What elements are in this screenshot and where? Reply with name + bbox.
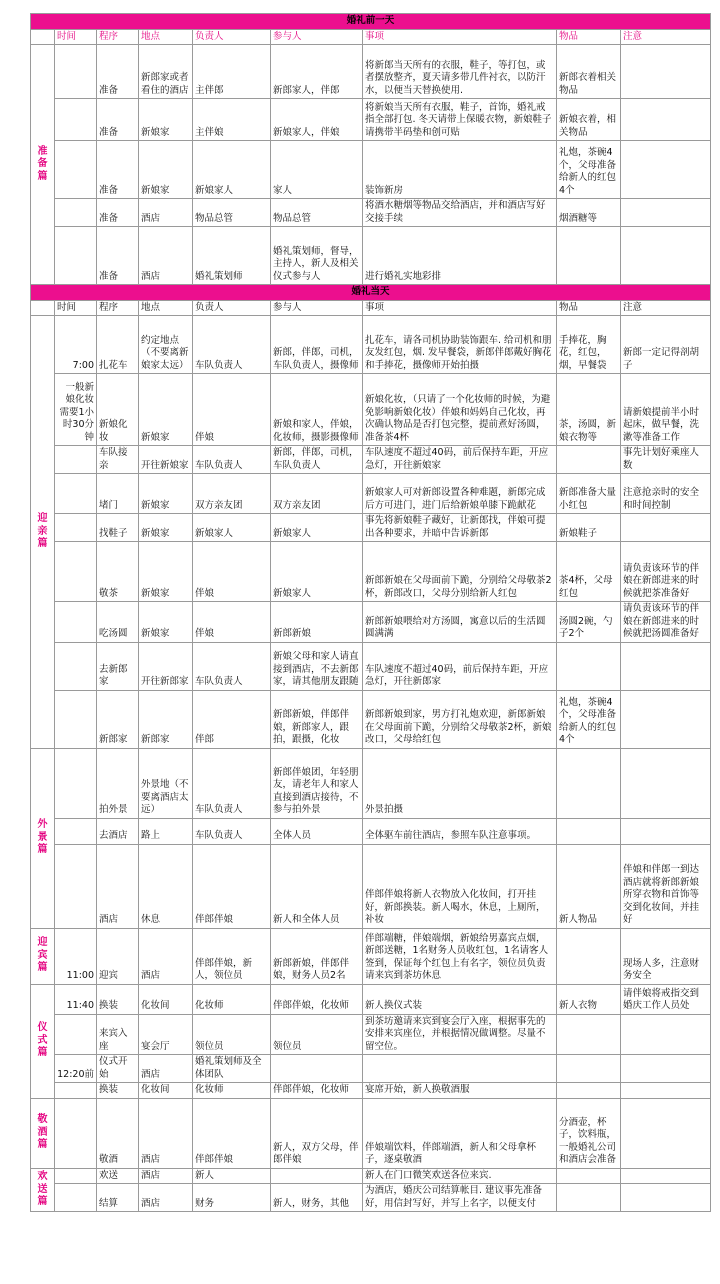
task-cell: 新郎新娘喂给对方汤圆，寓意以后的生活圆圆满满 — [363, 602, 557, 643]
task-cell: 伴郎伴娘将新人衣物放入化妆间，打开挂好，新郎换装。新人喝水，休息，上厕所，补妆 — [363, 844, 557, 928]
schedule-row — [31, 542, 711, 602]
place-cell: 外景地（不要离酒店太远） — [139, 748, 193, 818]
procedure-cell: 仪式开始 — [97, 1055, 139, 1083]
column-header: 地点 — [139, 300, 193, 316]
place-cell: 酒店 — [139, 928, 193, 984]
task-cell: 扎花车，请各司机协助装饰跟车. 给司机和朋友发红包，烟. 发早餐袋，新郎伴郎戴好胸花和手捧花，摄像师开始拍摄 — [363, 316, 557, 374]
task-cell: 车队速度不超过40码，前后保持车距，开应急灯，开往新郎家 — [363, 642, 557, 690]
participants-cell — [271, 1168, 363, 1184]
section-title-row — [31, 285, 711, 301]
note-cell: 请负责该环节的伴娘在新郎进来的时候就把汤圆准备好 — [621, 602, 711, 643]
section-label-text: 仪式篇 — [37, 1022, 48, 1059]
place-cell: 新娘家 — [139, 514, 193, 542]
time-cell — [55, 748, 97, 818]
task-cell: 新郎新娘到家，男方打礼炮欢迎，新郎新娘在父母面前下跪，分别给父母敬茶2杯，新娘改口，父母给红包 — [363, 690, 557, 748]
note-cell — [621, 748, 711, 818]
place-cell: 约定地点（不要离新娘家太远） — [139, 316, 193, 374]
schedule-row — [31, 99, 711, 141]
time-cell — [55, 141, 97, 199]
place-cell: 新娘家 — [139, 474, 193, 514]
goods-cell: 新人物品 — [557, 844, 621, 928]
procedure-cell: 准备 — [97, 45, 139, 99]
time-cell — [55, 45, 97, 99]
goods-cell — [557, 928, 621, 984]
time-cell: 12:20前 — [55, 1055, 97, 1083]
procedure-cell: 新娘化妆 — [97, 374, 139, 446]
owner-cell: 车队负责人 — [193, 642, 271, 690]
participants-cell: 新郎，伴郎，司机，车队负责人，摄像师 — [271, 316, 363, 374]
note-cell: 请伴娘将戒指交到婚庆工作人员处 — [621, 984, 711, 1014]
participants-cell: 新娘父母和家人请直接到酒店，不去新郎家，请其他朋友跟随 — [271, 642, 363, 690]
time-cell — [55, 542, 97, 602]
time-cell — [55, 844, 97, 928]
procedure-cell: 结算 — [97, 1184, 139, 1212]
column-header: 物品 — [557, 300, 621, 316]
column-header: 事项 — [363, 300, 557, 316]
goods-cell: 新娘衣着，相关物品 — [557, 99, 621, 141]
note-cell: 新郎一定记得剖胡子 — [621, 316, 711, 374]
task-cell: 外景拍摄 — [363, 748, 557, 818]
schedule-row — [31, 984, 711, 1014]
note-cell — [621, 514, 711, 542]
section-label-blank — [31, 300, 55, 316]
participants-cell: 新郎新娘 — [271, 602, 363, 643]
task-cell: 全体驱车前往酒店，参照车队注意事项。 — [363, 818, 557, 844]
section-title: 婚礼当天 — [31, 285, 711, 301]
note-cell: 请新娘提前半小时起床，做早餐，洗漱等准备工作 — [621, 374, 711, 446]
time-cell — [55, 642, 97, 690]
note-cell — [621, 1184, 711, 1212]
goods-cell: 礼炮，茶碗4个，父母准备给新人的红包4个 — [557, 690, 621, 748]
owner-cell: 伴郎伴娘 — [193, 844, 271, 928]
schedule-row — [31, 227, 711, 285]
note-cell: 现场人多，注意财务安全 — [621, 928, 711, 984]
place-cell: 新郎家 — [139, 690, 193, 748]
goods-cell — [557, 818, 621, 844]
note-cell — [621, 642, 711, 690]
schedule-row — [31, 928, 711, 984]
procedure-cell: 敬酒 — [97, 1098, 139, 1168]
time-cell — [55, 602, 97, 643]
section-label-text: 敬酒篇 — [37, 1114, 48, 1151]
procedure-cell: 车队接亲 — [97, 446, 139, 474]
participants-cell: 伴郎伴娘，化妆师 — [271, 1083, 363, 1099]
goods-cell — [557, 1055, 621, 1083]
task-cell: 新娘家人可对新郎设置各种难题，新郎完成后方可进门，进门后给新娘单膝下跪献花 — [363, 474, 557, 514]
goods-cell: 烟酒糖等 — [557, 199, 621, 227]
owner-cell: 伴娘 — [193, 542, 271, 602]
time-cell — [55, 514, 97, 542]
time-cell: 11:40 — [55, 984, 97, 1014]
note-cell — [621, 1168, 711, 1184]
note-cell: 注意抢亲时的安全和时间控制 — [621, 474, 711, 514]
participants-cell: 新人，财务，其他 — [271, 1184, 363, 1212]
owner-cell: 车队负责人 — [193, 446, 271, 474]
schedule-row — [31, 514, 711, 542]
column-header: 程序 — [97, 300, 139, 316]
time-cell — [55, 1014, 97, 1055]
note-cell: 事先计划好乘座人数 — [621, 446, 711, 474]
place-cell: 化妆间 — [139, 1083, 193, 1099]
wedding-schedule-table — [30, 13, 711, 1212]
note-cell — [621, 45, 711, 99]
schedule-row — [31, 45, 711, 99]
schedule-row — [31, 199, 711, 227]
place-cell: 酒店 — [139, 1098, 193, 1168]
schedule-row — [31, 602, 711, 643]
place-cell: 开往新娘家 — [139, 446, 193, 474]
task-cell — [363, 1055, 557, 1083]
task-cell: 将酒水糖烟等物品交给酒店，并和酒店写好交接手续 — [363, 199, 557, 227]
column-header: 负责人 — [193, 29, 271, 45]
time-cell — [55, 446, 97, 474]
section-label-blank — [31, 29, 55, 45]
column-header: 注意 — [621, 29, 711, 45]
goods-cell: 新郎准备大量小红包 — [557, 474, 621, 514]
goods-cell: 汤圆2碗，勺子2个 — [557, 602, 621, 643]
schedule-row — [31, 1098, 711, 1168]
place-cell: 新郎家或者看住的酒店 — [139, 45, 193, 99]
schedule-row — [31, 818, 711, 844]
procedure-cell: 去酒店 — [97, 818, 139, 844]
place-cell: 酒店 — [139, 1168, 193, 1184]
goods-cell: 手捧花，胸花，红包，烟，早餐袋 — [557, 316, 621, 374]
time-cell — [55, 1083, 97, 1099]
column-header-row — [31, 300, 711, 316]
owner-cell: 车队负责人 — [193, 748, 271, 818]
goods-cell: 茶，汤圆，新娘衣物等 — [557, 374, 621, 446]
owner-cell: 新人 — [193, 1168, 271, 1184]
participants-cell: 新郎新娘，伴郎伴娘，新郎家人，跟拍，跟摄，化妆 — [271, 690, 363, 748]
procedure-cell: 吃汤圆 — [97, 602, 139, 643]
schedule-row — [31, 316, 711, 374]
note-cell — [621, 1083, 711, 1099]
section-label-text: 外景篇 — [37, 819, 48, 856]
procedure-cell: 迎宾 — [97, 928, 139, 984]
owner-cell: 物品总管 — [193, 199, 271, 227]
place-cell: 新娘家 — [139, 602, 193, 643]
section-label-pickup — [31, 316, 55, 749]
schedule-row — [31, 1184, 711, 1212]
section-label-ceremony — [31, 984, 55, 1098]
place-cell: 宴会厅 — [139, 1014, 193, 1055]
task-cell: 新娘化妆，（只请了一个化妆师的时候，为避免影响新娘化妆）伴娘和妈妈自己化妆，再次确认物品是否打包完整，提前煮好汤圆，准备茶4杯 — [363, 374, 557, 446]
section-label-text: 迎宾篇 — [37, 937, 48, 974]
column-header: 地点 — [139, 29, 193, 45]
place-cell: 酒店 — [139, 1184, 193, 1212]
task-cell: 事先将新娘鞋子藏好，让新郎找，伴娘可提出各种要求，并暗中告诉新郎 — [363, 514, 557, 542]
owner-cell: 新娘家人 — [193, 514, 271, 542]
section-label-prep — [31, 45, 55, 285]
schedule-row — [31, 141, 711, 199]
task-cell: 新人在门口微笑欢送各位来宾. — [363, 1168, 557, 1184]
procedure-cell: 堵门 — [97, 474, 139, 514]
section-label-sendoff — [31, 1168, 55, 1212]
task-cell: 车队速度不超过40码，前后保持车距，开应急灯，开往新娘家 — [363, 446, 557, 474]
schedule-row — [31, 1083, 711, 1099]
note-cell — [621, 1098, 711, 1168]
time-cell — [55, 227, 97, 285]
time-cell: 11:00 — [55, 928, 97, 984]
participants-cell: 新郎伴娘团，年轻朋友，请老年人和家人直接到酒店接待，不参与拍外景 — [271, 748, 363, 818]
participants-cell: 全体人员 — [271, 818, 363, 844]
place-cell: 路上 — [139, 818, 193, 844]
procedure-cell: 欢送 — [97, 1168, 139, 1184]
participants-cell: 新郎家人，伴郎 — [271, 45, 363, 99]
place-cell: 新娘家 — [139, 141, 193, 199]
task-cell: 进行婚礼实地彩排 — [363, 227, 557, 285]
task-cell: 伴郎端糖，伴娘端烟，新娘给男嘉宾点烟，新郎送糖，1名财务人员收红包，1名请客人签到，保证每个红包上有名字，领位员负责请来宾到茶坊休息 — [363, 928, 557, 984]
procedure-cell: 准备 — [97, 199, 139, 227]
task-cell: 装饰新房 — [363, 141, 557, 199]
goods-cell: 分酒壶，杯子，饮料瓶，一般婚礼公司和酒店会准备 — [557, 1098, 621, 1168]
owner-cell: 主伴郎 — [193, 45, 271, 99]
time-cell — [55, 690, 97, 748]
participants-cell — [271, 1055, 363, 1083]
procedure-cell: 换装 — [97, 1083, 139, 1099]
schedule-row — [31, 474, 711, 514]
column-header: 时间 — [55, 29, 97, 45]
procedure-cell: 去新郎家 — [97, 642, 139, 690]
place-cell: 新娘家 — [139, 374, 193, 446]
time-cell — [55, 474, 97, 514]
owner-cell: 伴郎 — [193, 690, 271, 748]
time-cell — [55, 818, 97, 844]
owner-cell: 伴郎伴娘 — [193, 1098, 271, 1168]
goods-cell — [557, 227, 621, 285]
goods-cell: 新娘鞋子 — [557, 514, 621, 542]
owner-cell: 化妆师 — [193, 984, 271, 1014]
owner-cell: 双方亲友团 — [193, 474, 271, 514]
procedure-cell: 换装 — [97, 984, 139, 1014]
task-cell: 宴席开始，新人换敬酒服 — [363, 1083, 557, 1099]
participants-cell: 物品总管 — [271, 199, 363, 227]
procedure-cell: 准备 — [97, 99, 139, 141]
column-header: 事项 — [363, 29, 557, 45]
column-header: 物品 — [557, 29, 621, 45]
note-cell — [621, 227, 711, 285]
owner-cell: 化妆师 — [193, 1083, 271, 1099]
participants-cell: 新娘和家人，伴娘，化妆师，摄影摄像师 — [271, 374, 363, 446]
owner-cell: 伴娘 — [193, 602, 271, 643]
owner-cell: 伴郎伴娘，新人，领位员 — [193, 928, 271, 984]
participants-cell: 双方亲友团 — [271, 474, 363, 514]
column-header: 注意 — [621, 300, 711, 316]
schedule-row — [31, 1014, 711, 1055]
schedule-row — [31, 1168, 711, 1184]
schedule-row — [31, 690, 711, 748]
goods-cell — [557, 1014, 621, 1055]
schedule-row — [31, 642, 711, 690]
owner-cell: 车队负责人 — [193, 316, 271, 374]
schedule-row — [31, 748, 711, 818]
time-cell — [55, 1184, 97, 1212]
note-cell — [621, 1014, 711, 1055]
place-cell: 酒店 — [139, 227, 193, 285]
procedure-cell: 酒店 — [97, 844, 139, 928]
participants-cell: 新郎，伴郎，司机，车队负责人 — [271, 446, 363, 474]
section-title-row — [31, 14, 711, 30]
column-header: 参与人 — [271, 300, 363, 316]
note-cell — [621, 99, 711, 141]
procedure-cell: 来宾入座 — [97, 1014, 139, 1055]
participants-cell: 新人和全体人员 — [271, 844, 363, 928]
goods-cell: 礼炮，茶碗4个，父母准备给新人的红包4个 — [557, 141, 621, 199]
column-header-row — [31, 29, 711, 45]
goods-cell — [557, 1083, 621, 1099]
participants-cell: 新郎新娘，伴郎伴娘，财务人员2名 — [271, 928, 363, 984]
procedure-cell: 找鞋子 — [97, 514, 139, 542]
owner-cell: 财务 — [193, 1184, 271, 1212]
goods-cell: 新郎衣着相关物品 — [557, 45, 621, 99]
owner-cell: 伴娘 — [193, 374, 271, 446]
note-cell: 伴娘和伴郎一到达酒店就将新郎新娘所穿衣物和首饰等交到化妆间，并挂好 — [621, 844, 711, 928]
procedure-cell: 扎花车 — [97, 316, 139, 374]
place-cell: 酒店 — [139, 1055, 193, 1083]
owner-cell: 婚礼策划师及全体团队 — [193, 1055, 271, 1083]
task-cell: 伴娘端饮料，伴郎端酒，新人和父母拿杯子，逐桌敬酒 — [363, 1098, 557, 1168]
participants-cell: 婚礼策划师，督导，主持人，新人及相关仪式参与人 — [271, 227, 363, 285]
procedure-cell: 拍外景 — [97, 748, 139, 818]
time-cell: 7:00 — [55, 316, 97, 374]
column-header: 参与人 — [271, 29, 363, 45]
note-cell — [621, 690, 711, 748]
task-cell: 新人换仪式装 — [363, 984, 557, 1014]
procedure-cell: 新郎家 — [97, 690, 139, 748]
note-cell — [621, 141, 711, 199]
task-cell: 将新郎当天所有的衣服，鞋子，等打包，或者摆放整齐，夏天请多带几件衬衣，以防汗水，以便当天替换使用. — [363, 45, 557, 99]
goods-cell — [557, 748, 621, 818]
place-cell: 休息 — [139, 844, 193, 928]
owner-cell: 领位员 — [193, 1014, 271, 1055]
place-cell: 新娘家 — [139, 542, 193, 602]
column-header: 程序 — [97, 29, 139, 45]
place-cell: 化妆间 — [139, 984, 193, 1014]
section-label-toast — [31, 1098, 55, 1168]
schedule-row — [31, 446, 711, 474]
place-cell: 开往新郎家 — [139, 642, 193, 690]
participants-cell: 领位员 — [271, 1014, 363, 1055]
place-cell: 酒店 — [139, 199, 193, 227]
goods-cell — [557, 446, 621, 474]
participants-cell: 新娘家人 — [271, 542, 363, 602]
time-cell: 一般新娘化妆需要1小时30分钟 — [55, 374, 97, 446]
note-cell — [621, 199, 711, 227]
time-cell — [55, 199, 97, 227]
task-cell: 到茶坊邀请来宾到宴会厅入座，根据事先的安排来宾座位，并根据情况做调整。尽量不留空位。 — [363, 1014, 557, 1055]
section-label-text: 准备篇 — [37, 145, 48, 182]
note-cell: 请负责该环节的伴娘在新郎进来的时候就把茶准备好 — [621, 542, 711, 602]
procedure-cell: 准备 — [97, 141, 139, 199]
schedule-row — [31, 1055, 711, 1083]
goods-cell: 新人衣物 — [557, 984, 621, 1014]
procedure-cell: 敬茶 — [97, 542, 139, 602]
section-label-outdoor — [31, 748, 55, 928]
time-cell — [55, 1098, 97, 1168]
goods-cell: 茶4杯，父母红包 — [557, 542, 621, 602]
schedule-row — [31, 374, 711, 446]
participants-cell: 家人 — [271, 141, 363, 199]
section-label-text: 迎亲篇 — [37, 513, 48, 549]
goods-cell — [557, 642, 621, 690]
time-cell — [55, 1168, 97, 1184]
schedule-row — [31, 844, 711, 928]
section-label-text: 欢送篇 — [37, 1171, 48, 1207]
owner-cell: 主伴娘 — [193, 99, 271, 141]
owner-cell: 新娘家人 — [193, 141, 271, 199]
section-title: 婚礼前一天 — [31, 14, 711, 30]
column-header: 时间 — [55, 300, 97, 316]
section-label-welcome — [31, 928, 55, 984]
procedure-cell: 准备 — [97, 227, 139, 285]
column-header: 负责人 — [193, 300, 271, 316]
task-cell: 为酒店，婚庆公司结算帐目. 建议事先准备好，用信封写好，并写上名字，以便支付 — [363, 1184, 557, 1212]
note-cell — [621, 1055, 711, 1083]
goods-cell — [557, 1184, 621, 1212]
participants-cell: 新娘家人，伴娘 — [271, 99, 363, 141]
task-cell: 将新娘当天所有衣服，鞋子，首饰，婚礼戒指全部打包. 冬天请带上保暖衣物，新娘鞋子请携带半码垫和创可贴 — [363, 99, 557, 141]
owner-cell: 婚礼策划师 — [193, 227, 271, 285]
participants-cell: 新人，双方父母，伴郎伴娘 — [271, 1098, 363, 1168]
participants-cell: 新娘家人 — [271, 514, 363, 542]
time-cell — [55, 99, 97, 141]
participants-cell: 伴郎伴娘，化妆师 — [271, 984, 363, 1014]
goods-cell — [557, 1168, 621, 1184]
owner-cell: 车队负责人 — [193, 818, 271, 844]
note-cell — [621, 818, 711, 844]
place-cell: 新娘家 — [139, 99, 193, 141]
task-cell: 新郎新娘在父母面前下跪，分别给父母敬茶2杯，新郎改口，父母分别给新人红包 — [363, 542, 557, 602]
